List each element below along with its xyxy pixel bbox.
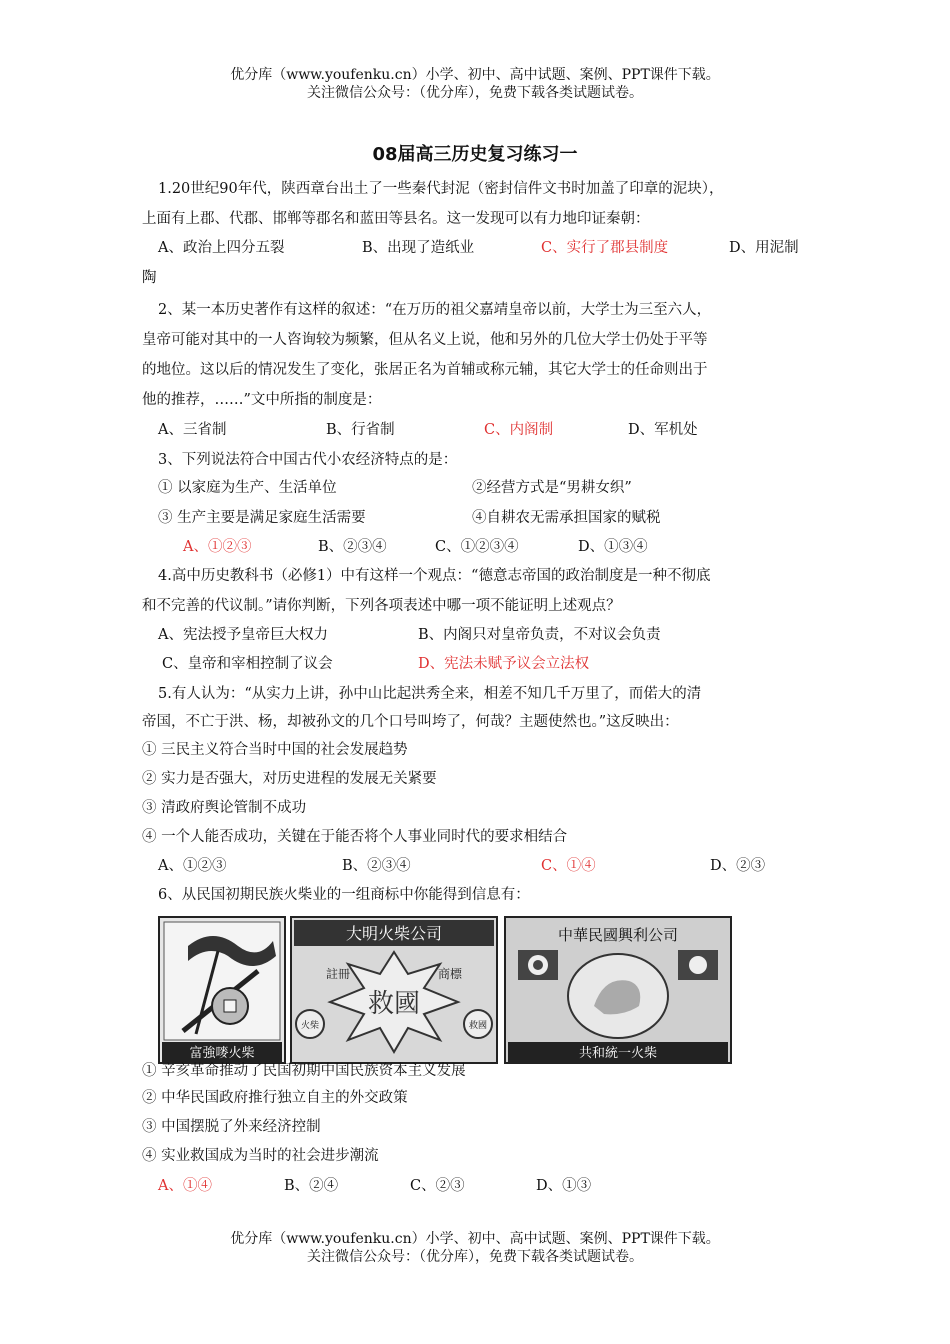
q3-statement-4: ④自耕农无需承担国家的赋税: [472, 510, 661, 526]
q2-text-1: 2、某一本历史著作有这样的叙述：“在万历的祖父嘉靖皇帝以前，大学士为三至六人，: [158, 302, 712, 318]
q3-option-a-answer: A、①②③: [183, 539, 252, 555]
q2-text-4: 他的推荐，……”文中所指的制度是：: [142, 392, 382, 408]
q6-statement-1: ① 辛亥革命推动了民国初期中国民族资本主义发展: [142, 1063, 466, 1079]
q5-option-c-answer: C、①④: [541, 858, 596, 874]
q1-text-2: 上面有上郡、代郡、邯郸等郡名和蓝田等县名。这一发现可以有力地印证秦朝：: [142, 211, 650, 227]
q3-option-c: C、①②③④: [435, 539, 519, 555]
label3-top-text: 中華民國興利公司: [557, 926, 679, 944]
header-line-2: 关注微信公众号：（优分库），免费下载各类试题试卷。: [307, 85, 643, 101]
footer-line-1: 优分库（www.youfenku.cn）小学、初中、高中试题、案例、PPT课件下载。: [230, 1231, 720, 1247]
q4-option-d-answer: D、宪法未赋予议会立法权: [418, 656, 590, 672]
q5-statement-1: ① 三民主义符合当时中国的社会发展趋势: [142, 742, 408, 758]
q1-option-d: D、用泥制: [729, 240, 799, 256]
match-labels-image: [158, 916, 732, 1066]
q5-option-a: A、①②③: [158, 858, 227, 874]
q6-statement-2: ② 中华民国政府推行独立自主的外交政策: [142, 1090, 408, 1106]
q1-option-c-answer: C、实行了郡县制度: [541, 240, 669, 256]
q5-text-1: 5.有人认为：“从实力上讲，孙中山比起洪秀全来，相差不知几千万里了，而偌大的清: [158, 686, 702, 702]
q5-option-d: D、②③: [710, 858, 766, 874]
header-line-1: 优分库（www.youfenku.cn）小学、初中、高中试题、案例、PPT课件下载。: [230, 67, 720, 83]
q2-option-d: D、军机处: [628, 422, 698, 438]
q2-option-c-answer: C、内阁制: [484, 422, 554, 438]
label3-bottom-text: 共和統一火柴: [578, 1046, 658, 1061]
q3-statement-2: ②经营方式是“男耕女织”: [472, 480, 632, 496]
q5-option-b: B、②③④: [342, 858, 411, 874]
q5-statement-3: ③ 清政府舆论管制不成功: [142, 800, 307, 816]
page-title: 08届高三历史复习练习一: [372, 144, 578, 165]
q5-statement-2: ② 实力是否强大，对历史进程的发展无关紧要: [142, 771, 437, 787]
label1-bottom-text: 富強嘜火柴: [189, 1046, 255, 1061]
q5-text-2: 帝国，不亡于洪、杨，却被孙文的几个口号叫垮了，何哉？主题使然也。”这反映出：: [142, 714, 679, 730]
q4-option-a: A、宪法授予皇帝巨大权力: [158, 627, 328, 643]
q1-option-a: A、政治上四分五裂: [158, 240, 285, 256]
q3-text-1: 3、下列说法符合中国古代小农经济特点的是：: [158, 452, 458, 468]
q3-statement-1: ① 以家庭为生产、生活单位: [158, 480, 337, 496]
q6-option-c: C、②③: [410, 1178, 465, 1194]
label2-center-text: 救國: [367, 989, 421, 1019]
q6-option-b: B、②④: [284, 1178, 339, 1194]
q1-option-b: B、出现了造纸业: [362, 240, 475, 256]
q4-text-1: 4.高中历史教科书（必修1）中有这样一个观点：“德意志帝国的政治制度是一种不彻底: [158, 568, 711, 584]
footer-line-2: 关注微信公众号：（优分库），免费下载各类试题试卷。: [307, 1249, 643, 1265]
match-label-xingli: [504, 916, 732, 1064]
match-label-daming: [290, 916, 498, 1064]
match-label-fuqiang: [158, 916, 286, 1064]
q3-option-b: B、②③④: [318, 539, 387, 555]
q2-option-a: A、三省制: [158, 422, 227, 438]
q4-option-c: C、皇帝和宰相控制了议会: [162, 656, 333, 672]
q6-statement-3: ③ 中国摆脱了外来经济控制: [142, 1119, 321, 1135]
label2-top-text: 大明火柴公司: [345, 924, 443, 943]
label2-side-left: 火柴: [300, 1021, 320, 1031]
label2-side-right: 救國: [468, 1021, 488, 1031]
q4-option-b: B、内阁只对皇帝负责，不对议会负责: [418, 627, 661, 643]
q3-option-d: D、①③④: [578, 539, 648, 555]
q2-option-b: B、行省制: [326, 422, 395, 438]
label2-reg-right: 商標: [437, 967, 463, 981]
q6-option-a-answer: A、①④: [158, 1178, 212, 1194]
q6-statement-4: ④ 实业救国成为当时的社会进步潮流: [142, 1148, 379, 1164]
q6-option-d: D、①③: [536, 1178, 592, 1194]
q2-text-3: 的地位。这以后的情况发生了变化，张居正名为首辅或称元辅，其它大学士的任命则出于: [142, 362, 708, 378]
q3-statement-3: ③ 生产主要是满足家庭生活需要: [158, 510, 366, 526]
q1-option-d-cont: 陶: [142, 270, 157, 286]
label2-reg-left: 註冊: [325, 967, 351, 981]
q2-text-2: 皇帝可能对其中的一人咨询较为频繁，但从名义上说，他和另外的几位大学士仍处于平等: [142, 332, 708, 348]
q4-text-2: 和不完善的代议制。”请你判断，下列各项表述中哪一项不能证明上述观点？: [142, 598, 621, 614]
q1-text-1: 1.20世纪90年代，陕西章台出土了一些秦代封泥（密封信件文书时加盖了印章的泥块），: [158, 181, 724, 197]
q5-statement-4: ④ 一个人能否成功，关键在于能否将个人事业同时代的要求相结合: [142, 829, 568, 845]
q6-text-1: 6、从民国初期民族火柴业的一组商标中你能得到信息有：: [158, 887, 530, 903]
